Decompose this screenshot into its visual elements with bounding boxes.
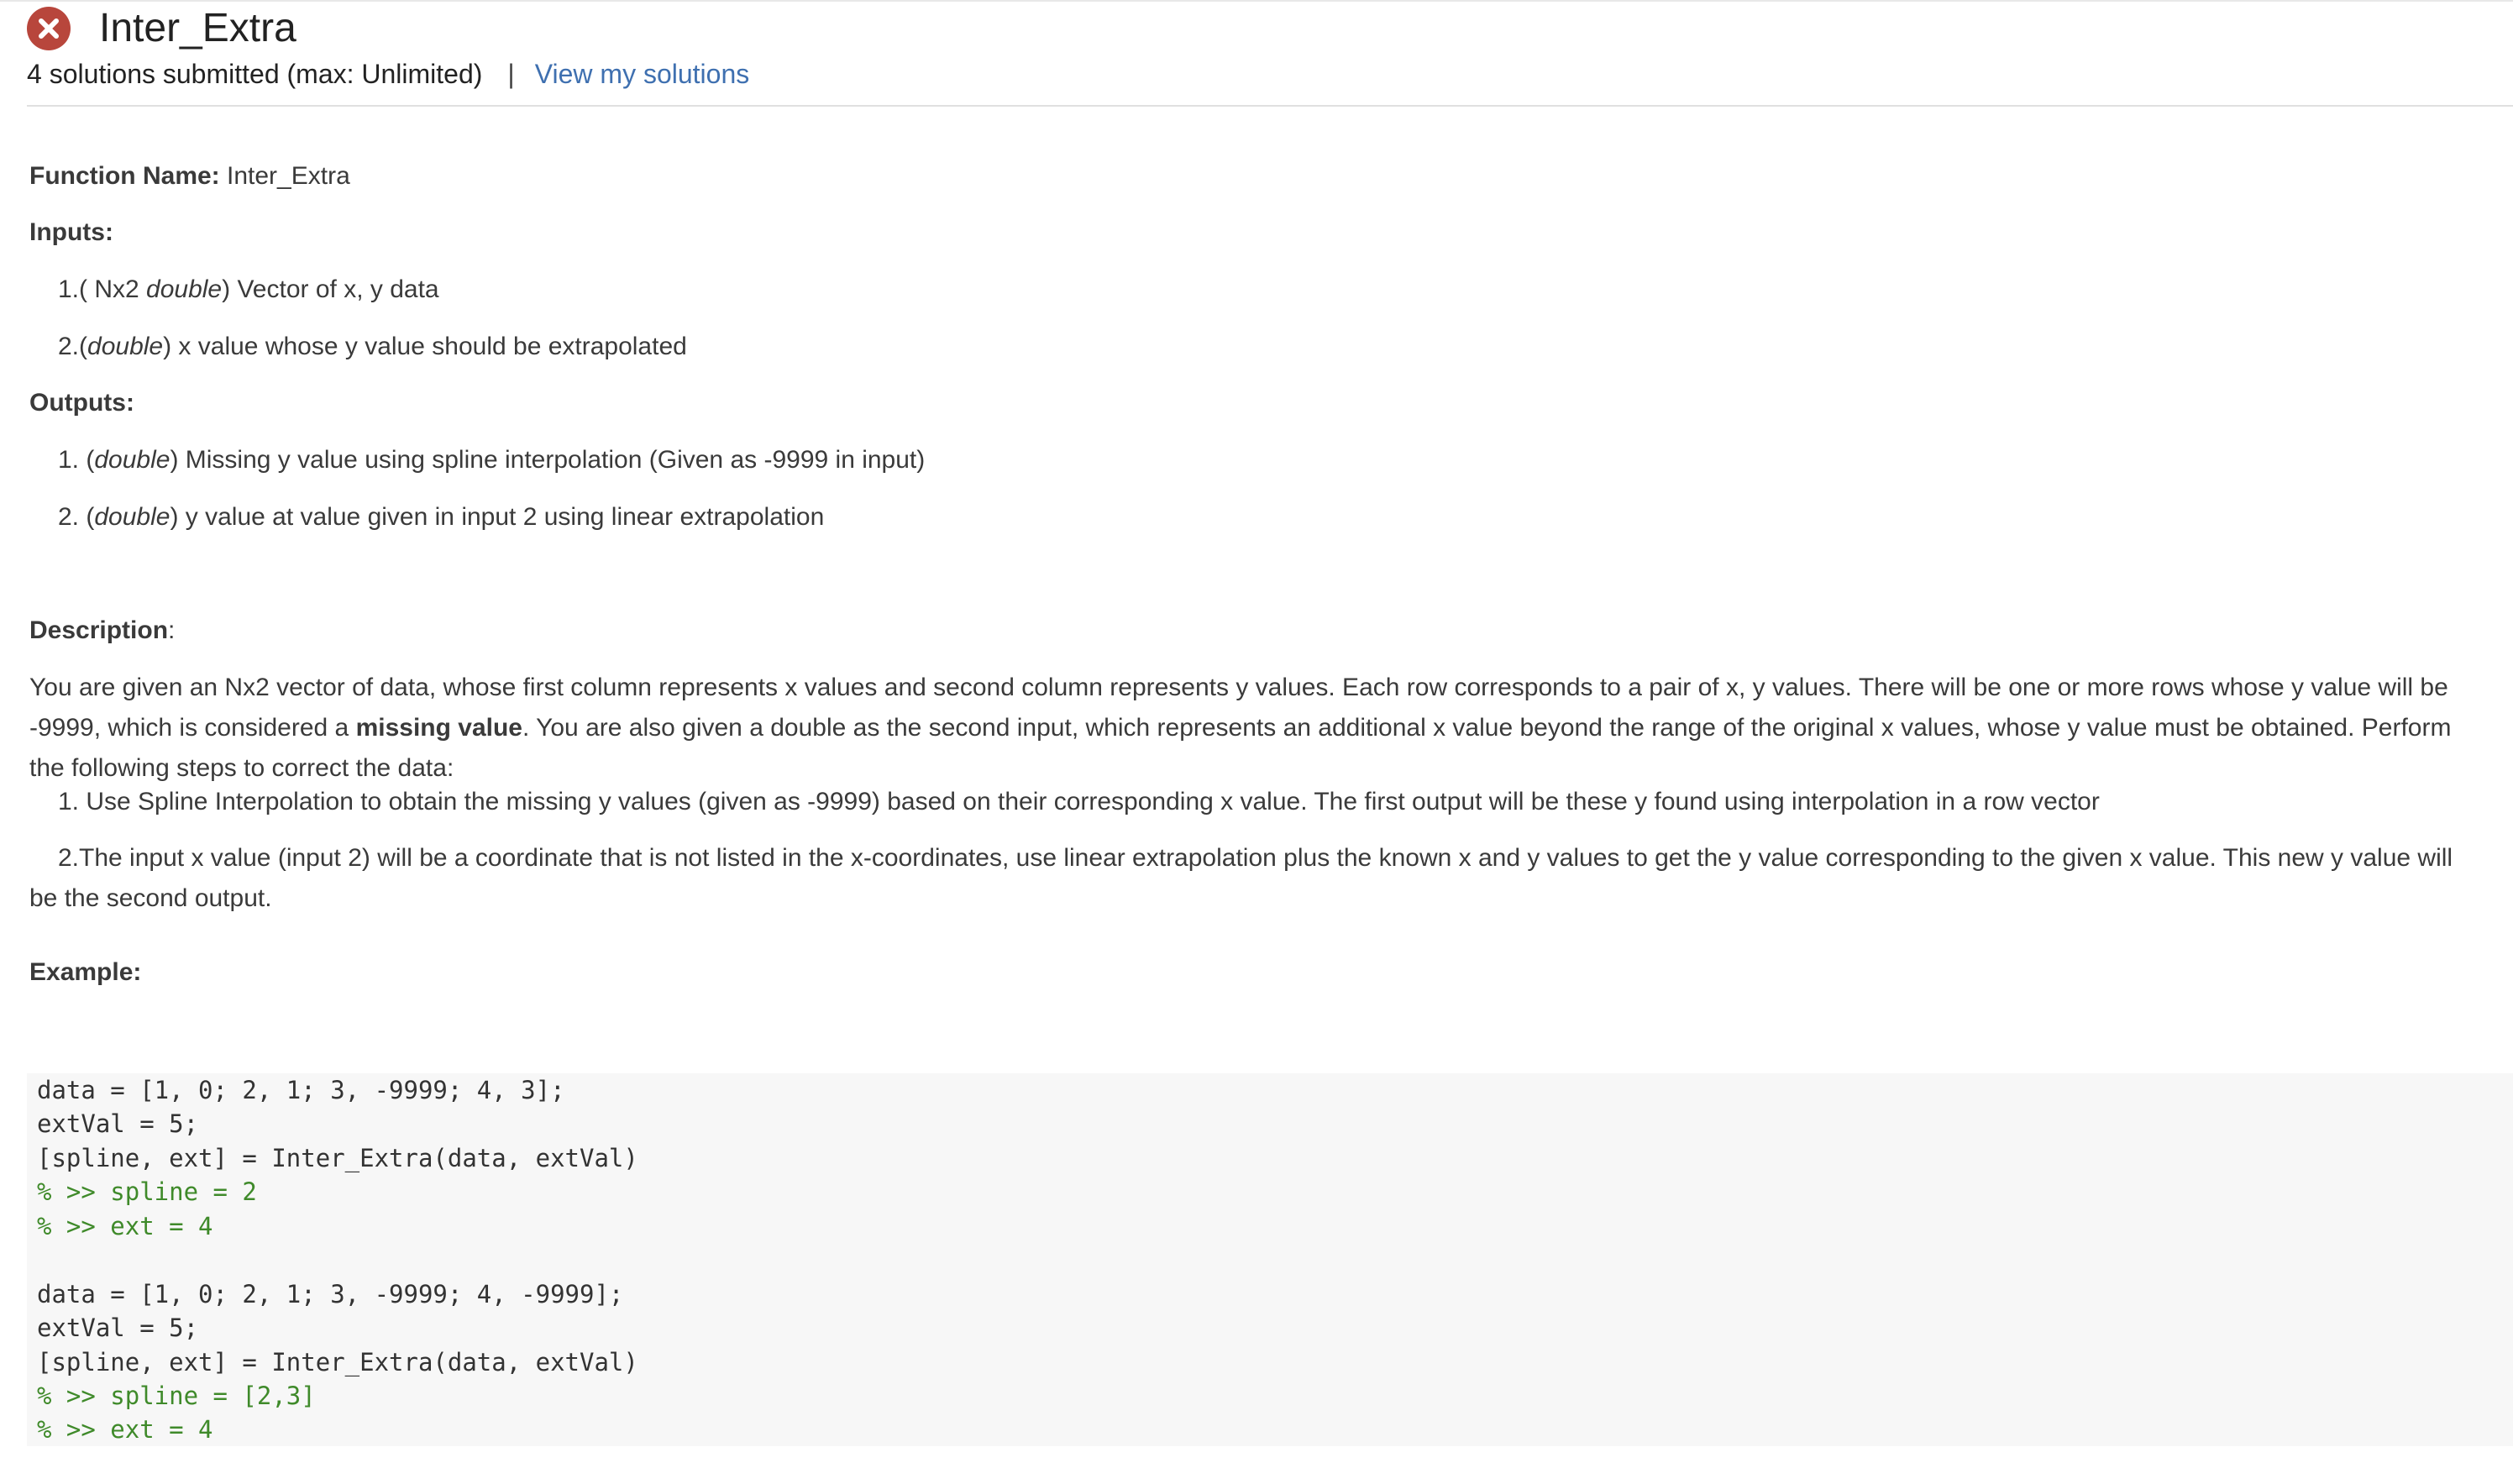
- output-item-2: [58, 497, 824, 537]
- input-item-2: [58, 327, 687, 367]
- view-my-solutions-link[interactable]: View my solutions: [534, 58, 750, 89]
- function-name-label: Function Name:: [29, 162, 220, 190]
- code-comment-line: % >> ext = 4: [37, 1415, 213, 1444]
- code-line: [spline, ext] = Inter_Extra(data, extVal): [37, 1348, 638, 1377]
- code-line: data = [1, 0; 2, 1; 3, -9999; 4, -9999];: [37, 1280, 624, 1308]
- output-1-text: ) Missing y value using spline interpolation (Given as -9999 in input): [170, 446, 926, 474]
- description-paragraph: [29, 668, 2482, 789]
- output-1-type: double: [94, 446, 171, 474]
- code-comment-line: % >> spline = [2,3]: [37, 1382, 316, 1410]
- problem-title: Inter_Extra: [99, 6, 296, 50]
- code-comment-line: % >> spline = 2: [37, 1177, 257, 1206]
- code-line: extVal = 5;: [37, 1109, 199, 1138]
- title-row: [27, 3, 296, 54]
- output-1-prefix: 1. (: [58, 446, 95, 474]
- input-item-1: [58, 270, 439, 310]
- separator: |: [507, 58, 515, 89]
- input-1-prefix: 1.( Nx2: [58, 275, 147, 303]
- header-divider: [27, 105, 2513, 107]
- code-line: [spline, ext] = Inter_Extra(data, extVal): [37, 1144, 638, 1172]
- error-x-icon: [27, 7, 71, 50]
- description-text-1: You are given an Nx2 vector of data, whose first column represents x values and second column represents y values. Each row corresponds to a pair of x, y values. There will be one or more rows whose y value will be -9999, which is considered a: [29, 674, 2448, 742]
- description-label: Description: [29, 616, 169, 644]
- code-line: extVal = 5;: [37, 1314, 199, 1342]
- step-2: 2.The input x value (input 2) will be a coordinate that is not listed in the x-coordinates, use linear extrapolation plus the known x and y values to get the y value corresponding to the given x value. This new y value will be the second output.: [29, 844, 2453, 912]
- input-2-text: ) x value whose y value should be extrapolated: [163, 333, 687, 360]
- output-2-text: ) y value at value given in input 2 using linear extrapolation: [170, 503, 825, 531]
- function-name-row: [29, 156, 350, 197]
- input-1-type: double: [146, 275, 223, 303]
- input-1-text: ) Vector of x, y data: [222, 275, 439, 303]
- input-2-prefix: 2.(: [58, 333, 88, 360]
- top-border: [0, 0, 2513, 2]
- inputs-heading: Inputs:: [29, 218, 113, 246]
- submission-info: [27, 55, 749, 92]
- code-comment-line: % >> ext = 4: [37, 1212, 213, 1240]
- output-item-1: [58, 440, 925, 480]
- submissions-count-text: 4 solutions submitted (max: Unlimited): [27, 58, 483, 89]
- missing-value-term: missing value: [355, 714, 522, 742]
- step-1: 1. Use Spline Interpolation to obtain the missing y values (given as -9999) based on their corresponding x value. The first output will be these y found using interpolation in a row vector: [58, 788, 2100, 815]
- function-name-value: Inter_Extra: [227, 162, 350, 190]
- output-2-prefix: 2. (: [58, 503, 95, 531]
- code-line: data = [1, 0; 2, 1; 3, -9999; 4, 3];: [37, 1076, 565, 1104]
- description-heading: [29, 611, 175, 651]
- description-colon: :: [168, 616, 176, 644]
- input-2-type: double: [87, 333, 164, 360]
- example-heading: Example:: [29, 958, 142, 986]
- output-2-type: double: [94, 503, 171, 531]
- description-text-2: . You are also given a double as the second input, which represents an additional x value beyond the range of the original x values, whose y value must be obtained. Perform the following steps to correct the data:: [29, 714, 2452, 782]
- outputs-heading: Outputs:: [29, 389, 134, 417]
- example-code-block: [27, 1073, 2513, 1446]
